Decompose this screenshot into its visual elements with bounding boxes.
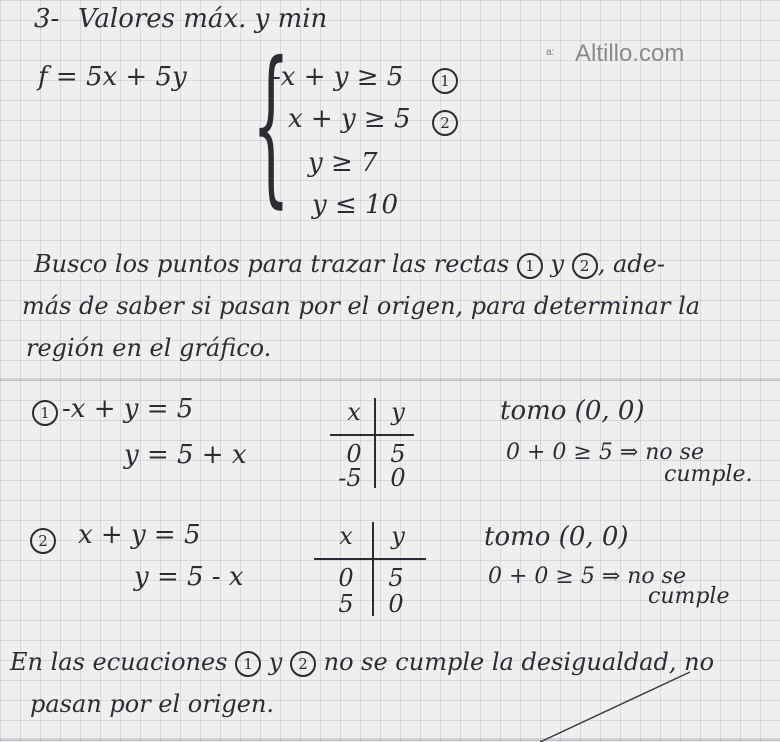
eq2-line-1: x + y = 5	[78, 520, 201, 550]
constraint-2-tag: 2	[432, 110, 458, 136]
eq2-table-header-y: y	[391, 522, 405, 550]
eq1-note-3: cumple.	[664, 462, 753, 487]
watermark-mark: a:	[546, 47, 555, 58]
paragraph-line-1-text: Busco los puntos para trazar las rectas	[34, 250, 510, 278]
eq2-tag: 2	[30, 528, 56, 554]
ref-tag-1: 1	[517, 253, 543, 279]
eq1-line-1: -x + y = 5	[62, 394, 194, 424]
ref-tag-2: 2	[290, 651, 316, 677]
constraint-1-tag: 1	[432, 68, 458, 94]
eq1-table-cell: -5	[338, 464, 362, 492]
eq1-table-cell: 5	[390, 440, 406, 468]
eq2-table-cell: 5	[388, 564, 404, 592]
constraint-4: y ≤ 10	[312, 190, 399, 220]
objective-function: f = 5x + 5y	[38, 62, 187, 92]
problem-title: Valores máx. y min	[78, 4, 328, 34]
paragraph-line-1-end: , ade-	[597, 250, 665, 278]
paragraph-line-2: más de saber si pasan por el origen, para determinar la	[22, 292, 701, 320]
eq2-table-header-x: x	[339, 522, 353, 550]
conclusion-post: no se cumple la desigualdad, no	[323, 648, 715, 676]
paragraph-line-1-mid: y	[550, 250, 565, 278]
ref-tag-2: 2	[572, 253, 598, 279]
conclusion-mid: y	[268, 648, 283, 676]
paragraph-line-3: región en el gráfico.	[26, 334, 272, 362]
conclusion-pre: En las ecuaciones	[10, 648, 228, 676]
eq1-note-1: tomo (0, 0)	[500, 396, 645, 426]
problem-number: 3-	[34, 4, 60, 34]
watermark: Altillo.com	[575, 40, 685, 67]
eq2-note-1: tomo (0, 0)	[484, 522, 629, 552]
constraint-2: x + y ≥ 5	[288, 104, 411, 134]
eq1-note-2: 0 + 0 ≥ 5 ⇒ no se	[506, 440, 704, 465]
eq1-table-header-x: x	[347, 398, 361, 426]
eq1-table-cell: 0	[346, 440, 362, 468]
eq2-table-cell: 0	[338, 564, 354, 592]
eq1-tag: 1	[32, 400, 58, 426]
constraint-1: -x + y ≥ 5	[272, 62, 404, 92]
eq2-note-2: 0 + 0 ≥ 5 ⇒ no se	[488, 564, 686, 589]
eq1-table-cell: 0	[390, 464, 406, 492]
system-brace: {	[252, 26, 290, 224]
constraint-3: y ≥ 7	[308, 148, 378, 178]
eq1-table-header-y: y	[391, 398, 405, 426]
eq1-line-2: y = 5 + x	[124, 440, 247, 470]
eq2-note-3: cumple	[648, 584, 730, 609]
ref-tag-1: 1	[235, 651, 261, 677]
eq2-table-cell: 0	[388, 590, 404, 618]
eq2-line-2: y = 5 - x	[134, 562, 244, 592]
conclusion-line-2: pasan por el origen.	[30, 690, 275, 718]
eq2-table-cell: 5	[338, 590, 354, 618]
